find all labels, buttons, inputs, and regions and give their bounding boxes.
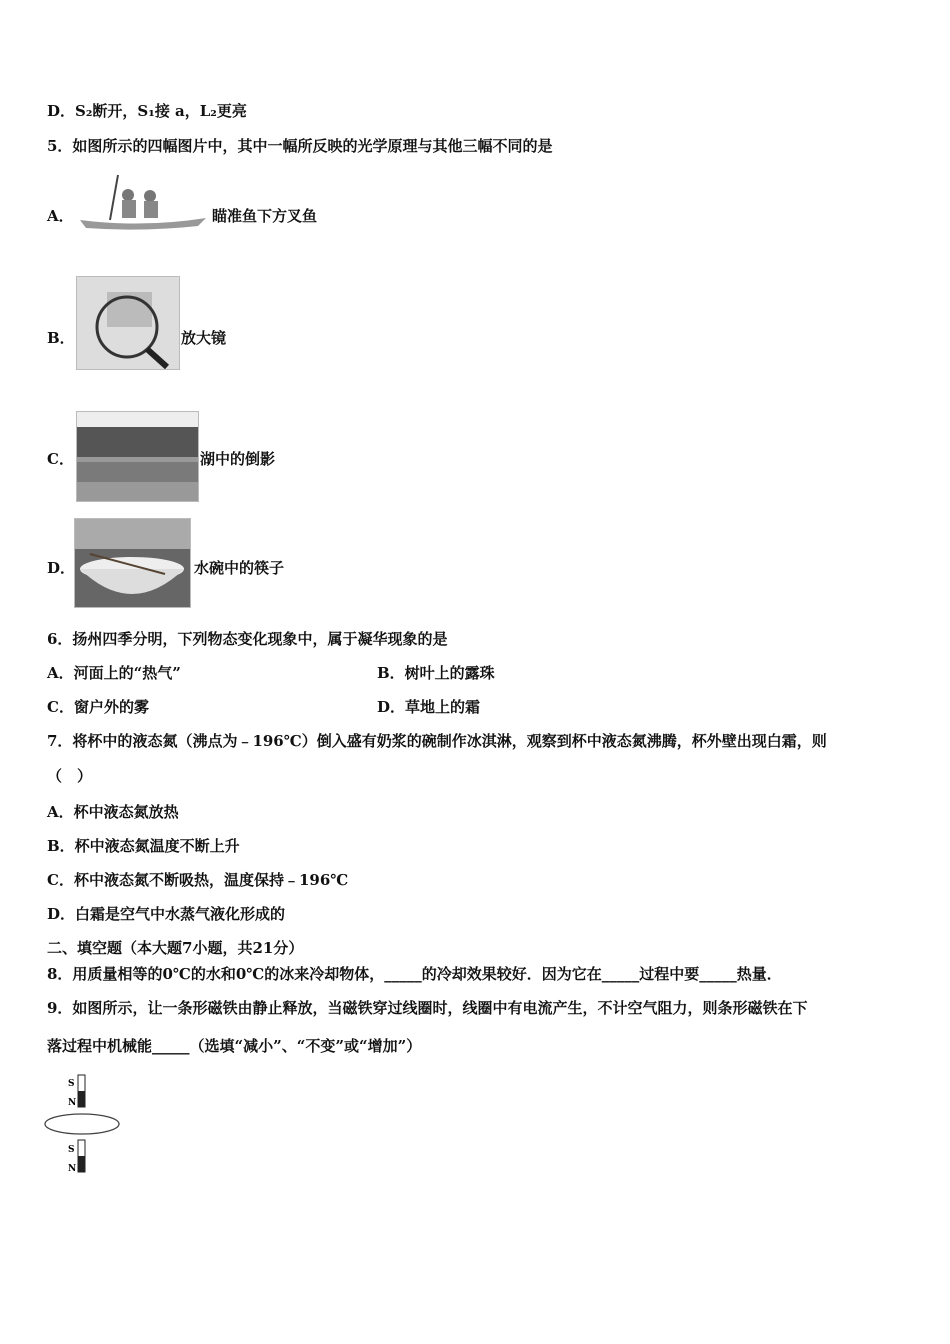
q7-option-c: C．杯中液态氮不断吸热，温度保持﹣196℃	[47, 871, 349, 889]
q8-stem: 8．用质量相等的0℃的水和0℃的冰来冷却物体，_____的冷却效果较好．因为它在_____过程中要_____热量．	[47, 965, 782, 983]
q6-option-d: D．草地上的霜	[377, 698, 481, 716]
q5-stem: 5．如图所示的四幅图片中，其中一幅所反映的光学原理与其他三幅不同的是	[47, 137, 553, 155]
q5-b-label: B．	[47, 329, 75, 347]
q5-c-label: C．	[47, 450, 74, 468]
magnifier-image	[76, 276, 180, 370]
magnet-n-label-2: N	[68, 1164, 77, 1174]
q7-option-b: B．杯中液态氮温度不断上升	[47, 837, 240, 855]
q7-option-d: D．白霜是空气中水蒸气液化形成的	[47, 905, 286, 923]
q6-option-a: A．河面上的“热气”	[47, 664, 181, 682]
q5-a-label: A．	[47, 207, 74, 225]
q6-option-b: B．树叶上的露珠	[377, 664, 495, 682]
q5-a-text: 瞄准鱼下方叉鱼	[212, 207, 318, 225]
q6-stem: 6．扬州四季分明，下列物态变化现象中，属于凝华现象的是	[47, 630, 448, 648]
q5-d-label: D．	[47, 559, 76, 577]
q5-b-text: 放大镜	[181, 329, 227, 347]
magnet-s-label: S	[68, 1079, 75, 1089]
q6-option-c: C．窗户外的雾	[47, 698, 149, 716]
q7-option-a: A．杯中液态氮放热	[47, 803, 179, 821]
magnet-s-label-2: S	[68, 1145, 75, 1155]
q9-stem: 9．如图所示，让一条形磁铁由静止释放，当磁铁穿过线圈时，线圈中有电流产生，不计空气阻力，则条形磁铁在下	[47, 999, 808, 1017]
q4-option-d: D．S₂断开，S₁接 a，L₂更亮	[47, 102, 247, 120]
q9-stem-cont: 落过程中机械能_____（选填“减小”、“不变”或“增加”）	[47, 1037, 422, 1055]
magnet-n-label: N	[68, 1098, 77, 1108]
lake-reflection-image	[76, 411, 199, 502]
bowl-chopsticks-image	[74, 518, 191, 608]
section-2-heading: 二、填空题（本大题7小题，共21分）	[47, 939, 304, 957]
q7-stem: 7．将杯中的液态氮（沸点为﹣196℃）倒入盛有奶浆的碗制作冰淇淋，观察到杯中液态氮沸腾，杯外壁出现白霜，则	[47, 732, 827, 750]
q5-c-text: 湖中的倒影	[200, 450, 276, 468]
q7-answer-paren: （ ）	[47, 767, 93, 785]
magnet-coil-figure	[42, 1072, 127, 1178]
q5-d-text: 水碗中的筷子	[194, 559, 285, 577]
fishing-boat-image	[78, 170, 208, 232]
